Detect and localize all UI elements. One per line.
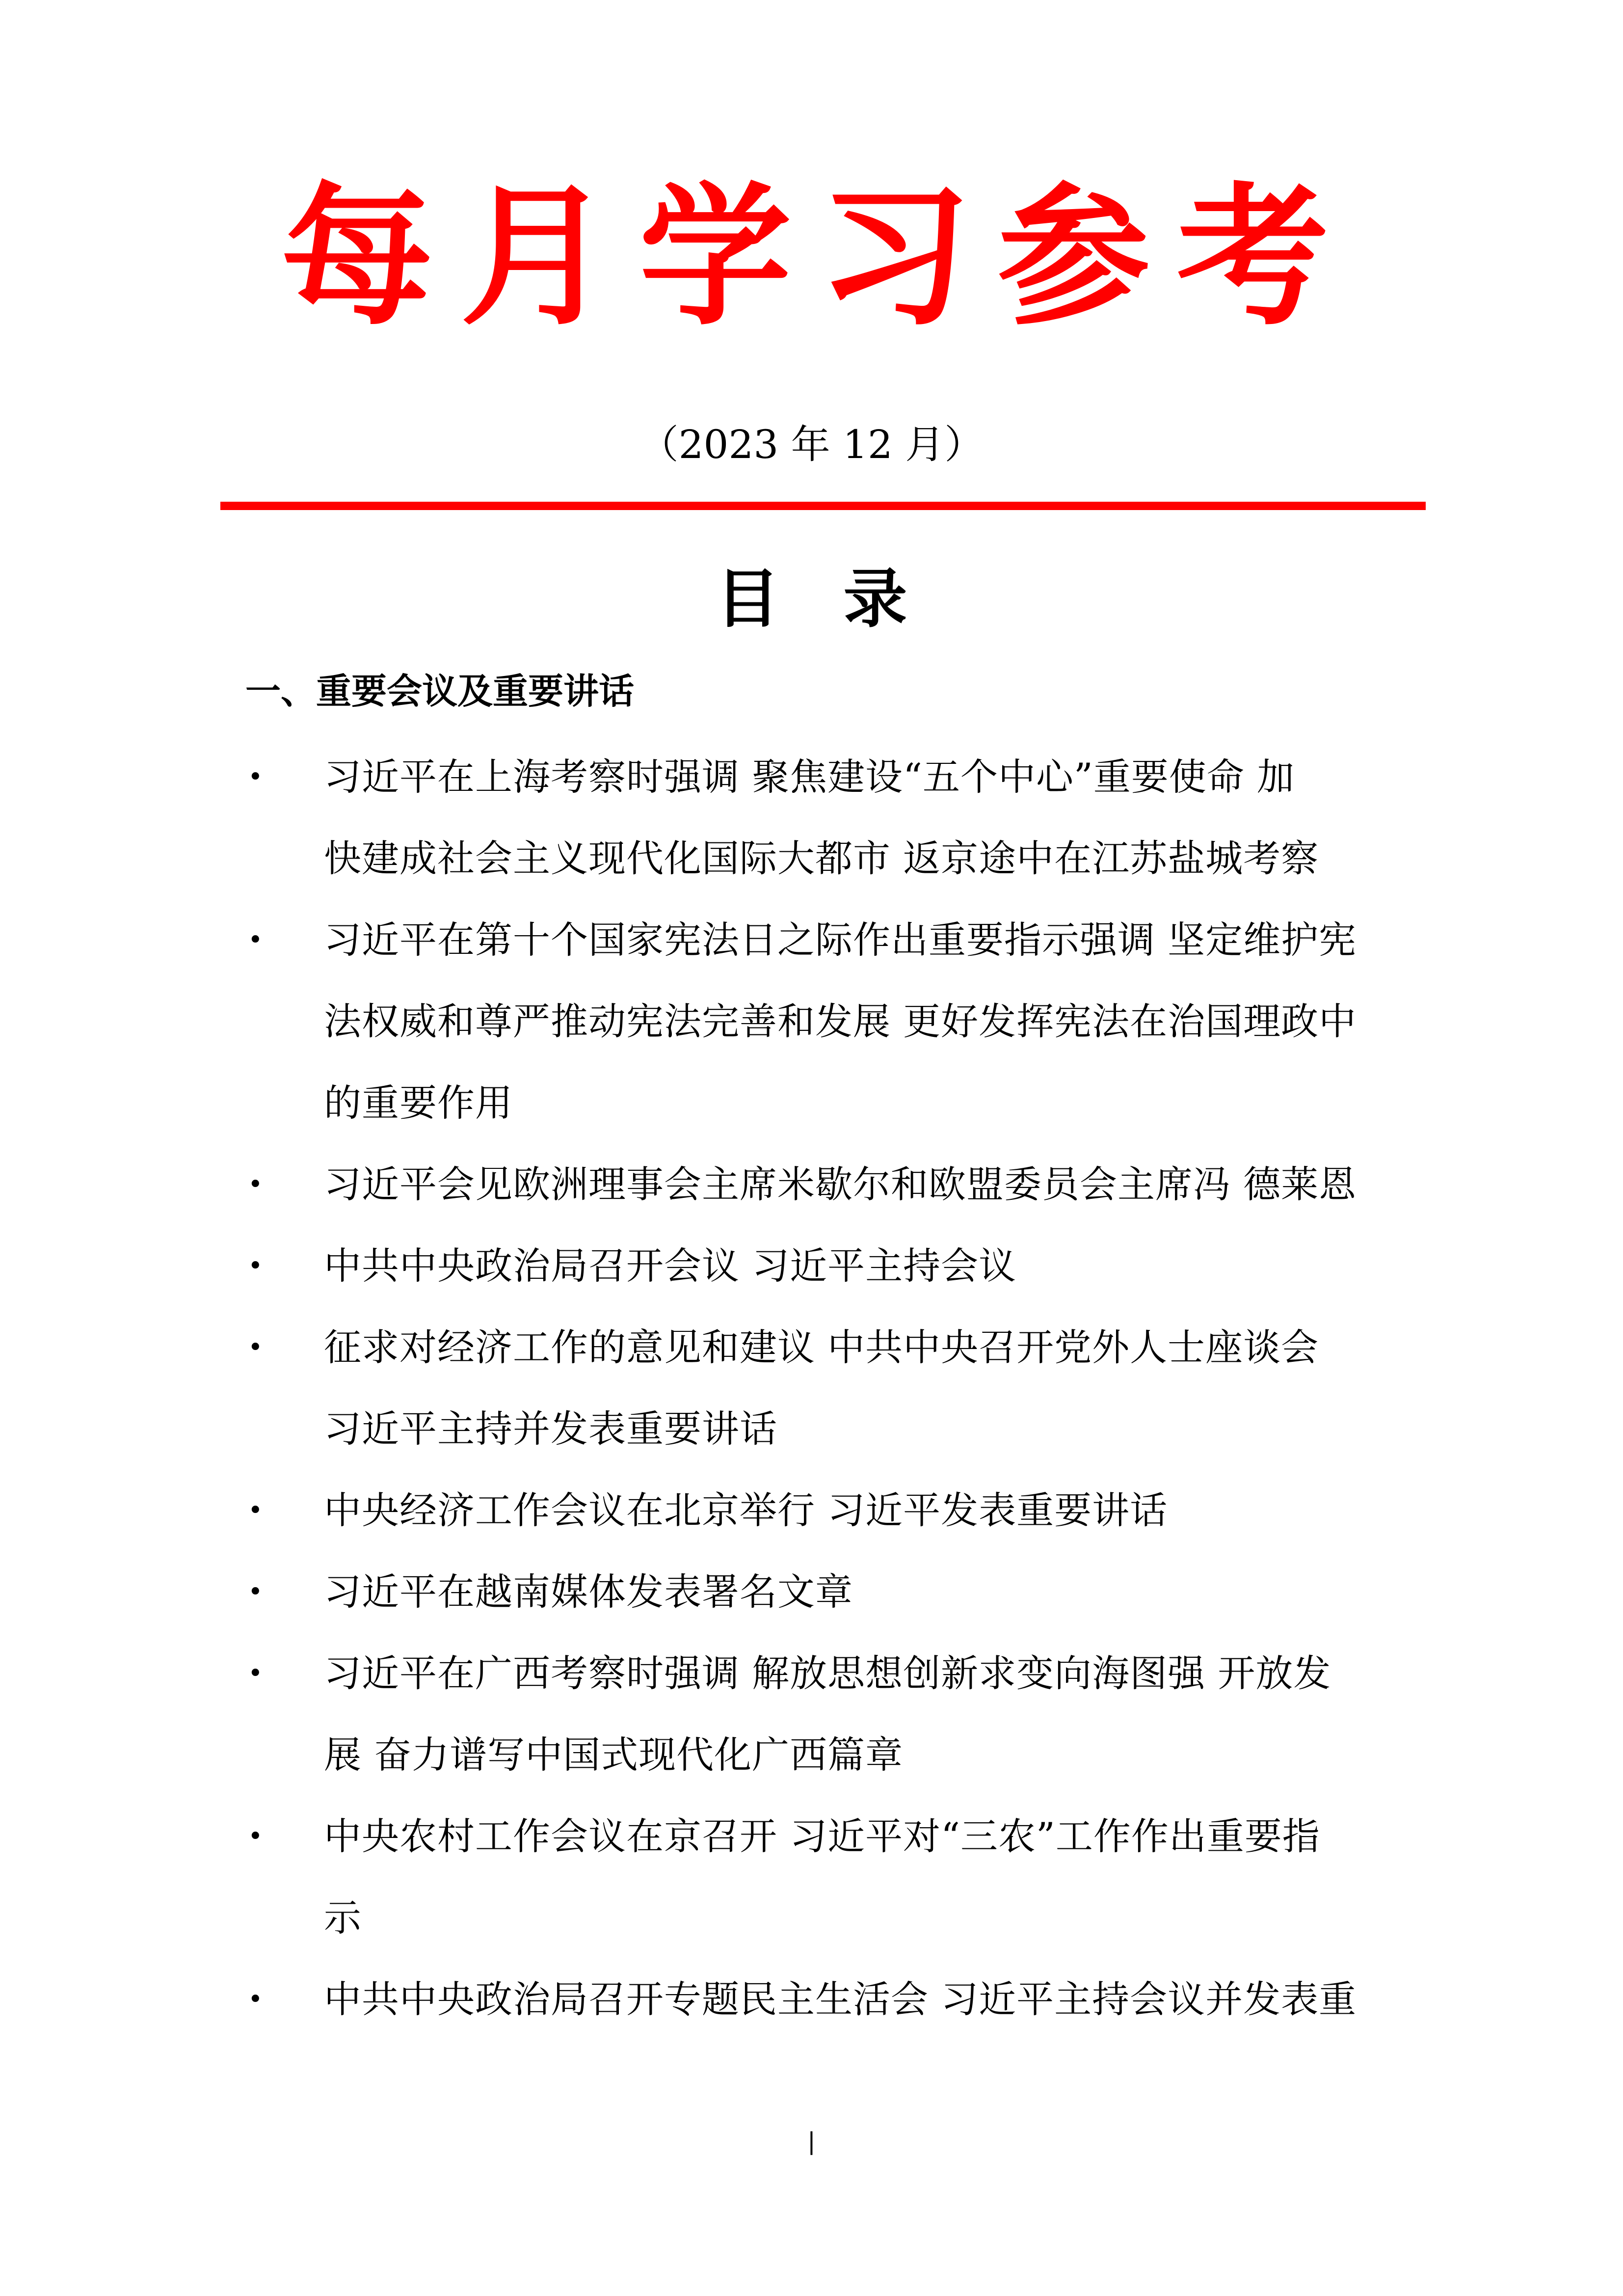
toc-item-line: 中央经济工作会议在北京举行 习近平发表重要讲话: [324, 1488, 1168, 1532]
toc-item-line: 习近平在第十个国家宪法日之际作出重要指示强调 坚定维护宪: [324, 918, 1357, 962]
toc-item-line: 征求对经济工作的意见和建议 中共中央召开党外人士座谈会: [324, 1325, 1319, 1369]
toc-title: 目 录: [716, 561, 907, 636]
bullet-icon: •: [248, 1822, 263, 1851]
toc-item-continuation: [221, 981, 1428, 1062]
toc-item-line: 习近平在越南媒体发表署名文章: [324, 1570, 853, 1614]
toc-item-line: 中共中央政治局召开会议 习近平主持会议: [324, 1244, 1017, 1288]
toc-item: [221, 1796, 1428, 1877]
toc-item-line: 的重要作用: [324, 1081, 513, 1125]
toc-item-line: 习近平主持并发表重要讲话: [324, 1407, 777, 1451]
toc-item: [221, 1551, 1428, 1633]
toc-item: [221, 1633, 1428, 1714]
toc-item-continuation: [221, 1714, 1428, 1796]
toc-item: [221, 1225, 1428, 1307]
toc-item-continuation: [221, 818, 1428, 899]
bullet-icon: •: [248, 1577, 263, 1607]
toc-item: [221, 1144, 1428, 1225]
toc-item: [221, 899, 1428, 981]
toc-item-line: 习近平在上海考察时强调 聚焦建设“五个中心”重要使命 加: [324, 755, 1295, 799]
toc-item: [221, 736, 1428, 818]
toc-item-continuation: [221, 1388, 1428, 1470]
toc-list: [221, 736, 1428, 2040]
toc-item-line: 习近平会见欧洲理事会主席米歇尔和欧盟委员会主席冯 德莱恩: [324, 1162, 1357, 1206]
divider-rule: [220, 502, 1426, 510]
bullet-icon: •: [248, 1170, 263, 1199]
bullet-icon: •: [248, 1333, 263, 1362]
toc-item-line: 展 奋力谱写中国式现代化广西篇章: [324, 1733, 904, 1777]
toc-item: [221, 1470, 1428, 1551]
toc-item-line: 习近平在广西考察时强调 解放思想创新求变向海图强 开放发: [324, 1651, 1331, 1695]
toc-item-line: 法权威和尊严推动宪法完善和发展 更好发挥宪法在治国理政中: [324, 999, 1357, 1043]
bullet-icon: •: [248, 1659, 263, 1688]
toc-item-line: 示: [324, 1896, 362, 1940]
toc-item-continuation: [221, 1062, 1428, 1144]
toc-section-heading: 一、重要会议及重要讲话: [245, 671, 635, 712]
toc-item-line: 中共中央政治局召开专题民主生活会 习近平主持会议并发表重: [324, 1977, 1357, 2021]
bullet-icon: •: [248, 762, 263, 792]
toc-item: [221, 1307, 1428, 1388]
bullet-icon: •: [248, 1251, 263, 1281]
bullet-icon: •: [248, 925, 263, 955]
toc-item-line: 快建成社会主义现代化国际大都市 返京途中在江苏盐城考察: [324, 837, 1319, 880]
bullet-icon: •: [248, 1496, 263, 1525]
toc-item: [221, 1959, 1428, 2040]
document-subtitle: （2023 年 12 月）: [639, 422, 984, 467]
toc-item-line: 中央农村工作会议在京召开 习近平对“三农”工作作出重要指: [324, 1814, 1320, 1858]
toc-item-continuation: [221, 1877, 1428, 1959]
bullet-icon: •: [248, 1985, 263, 2014]
document-title: 每月学习参考: [281, 167, 1356, 346]
page-number: |: [804, 2128, 819, 2155]
